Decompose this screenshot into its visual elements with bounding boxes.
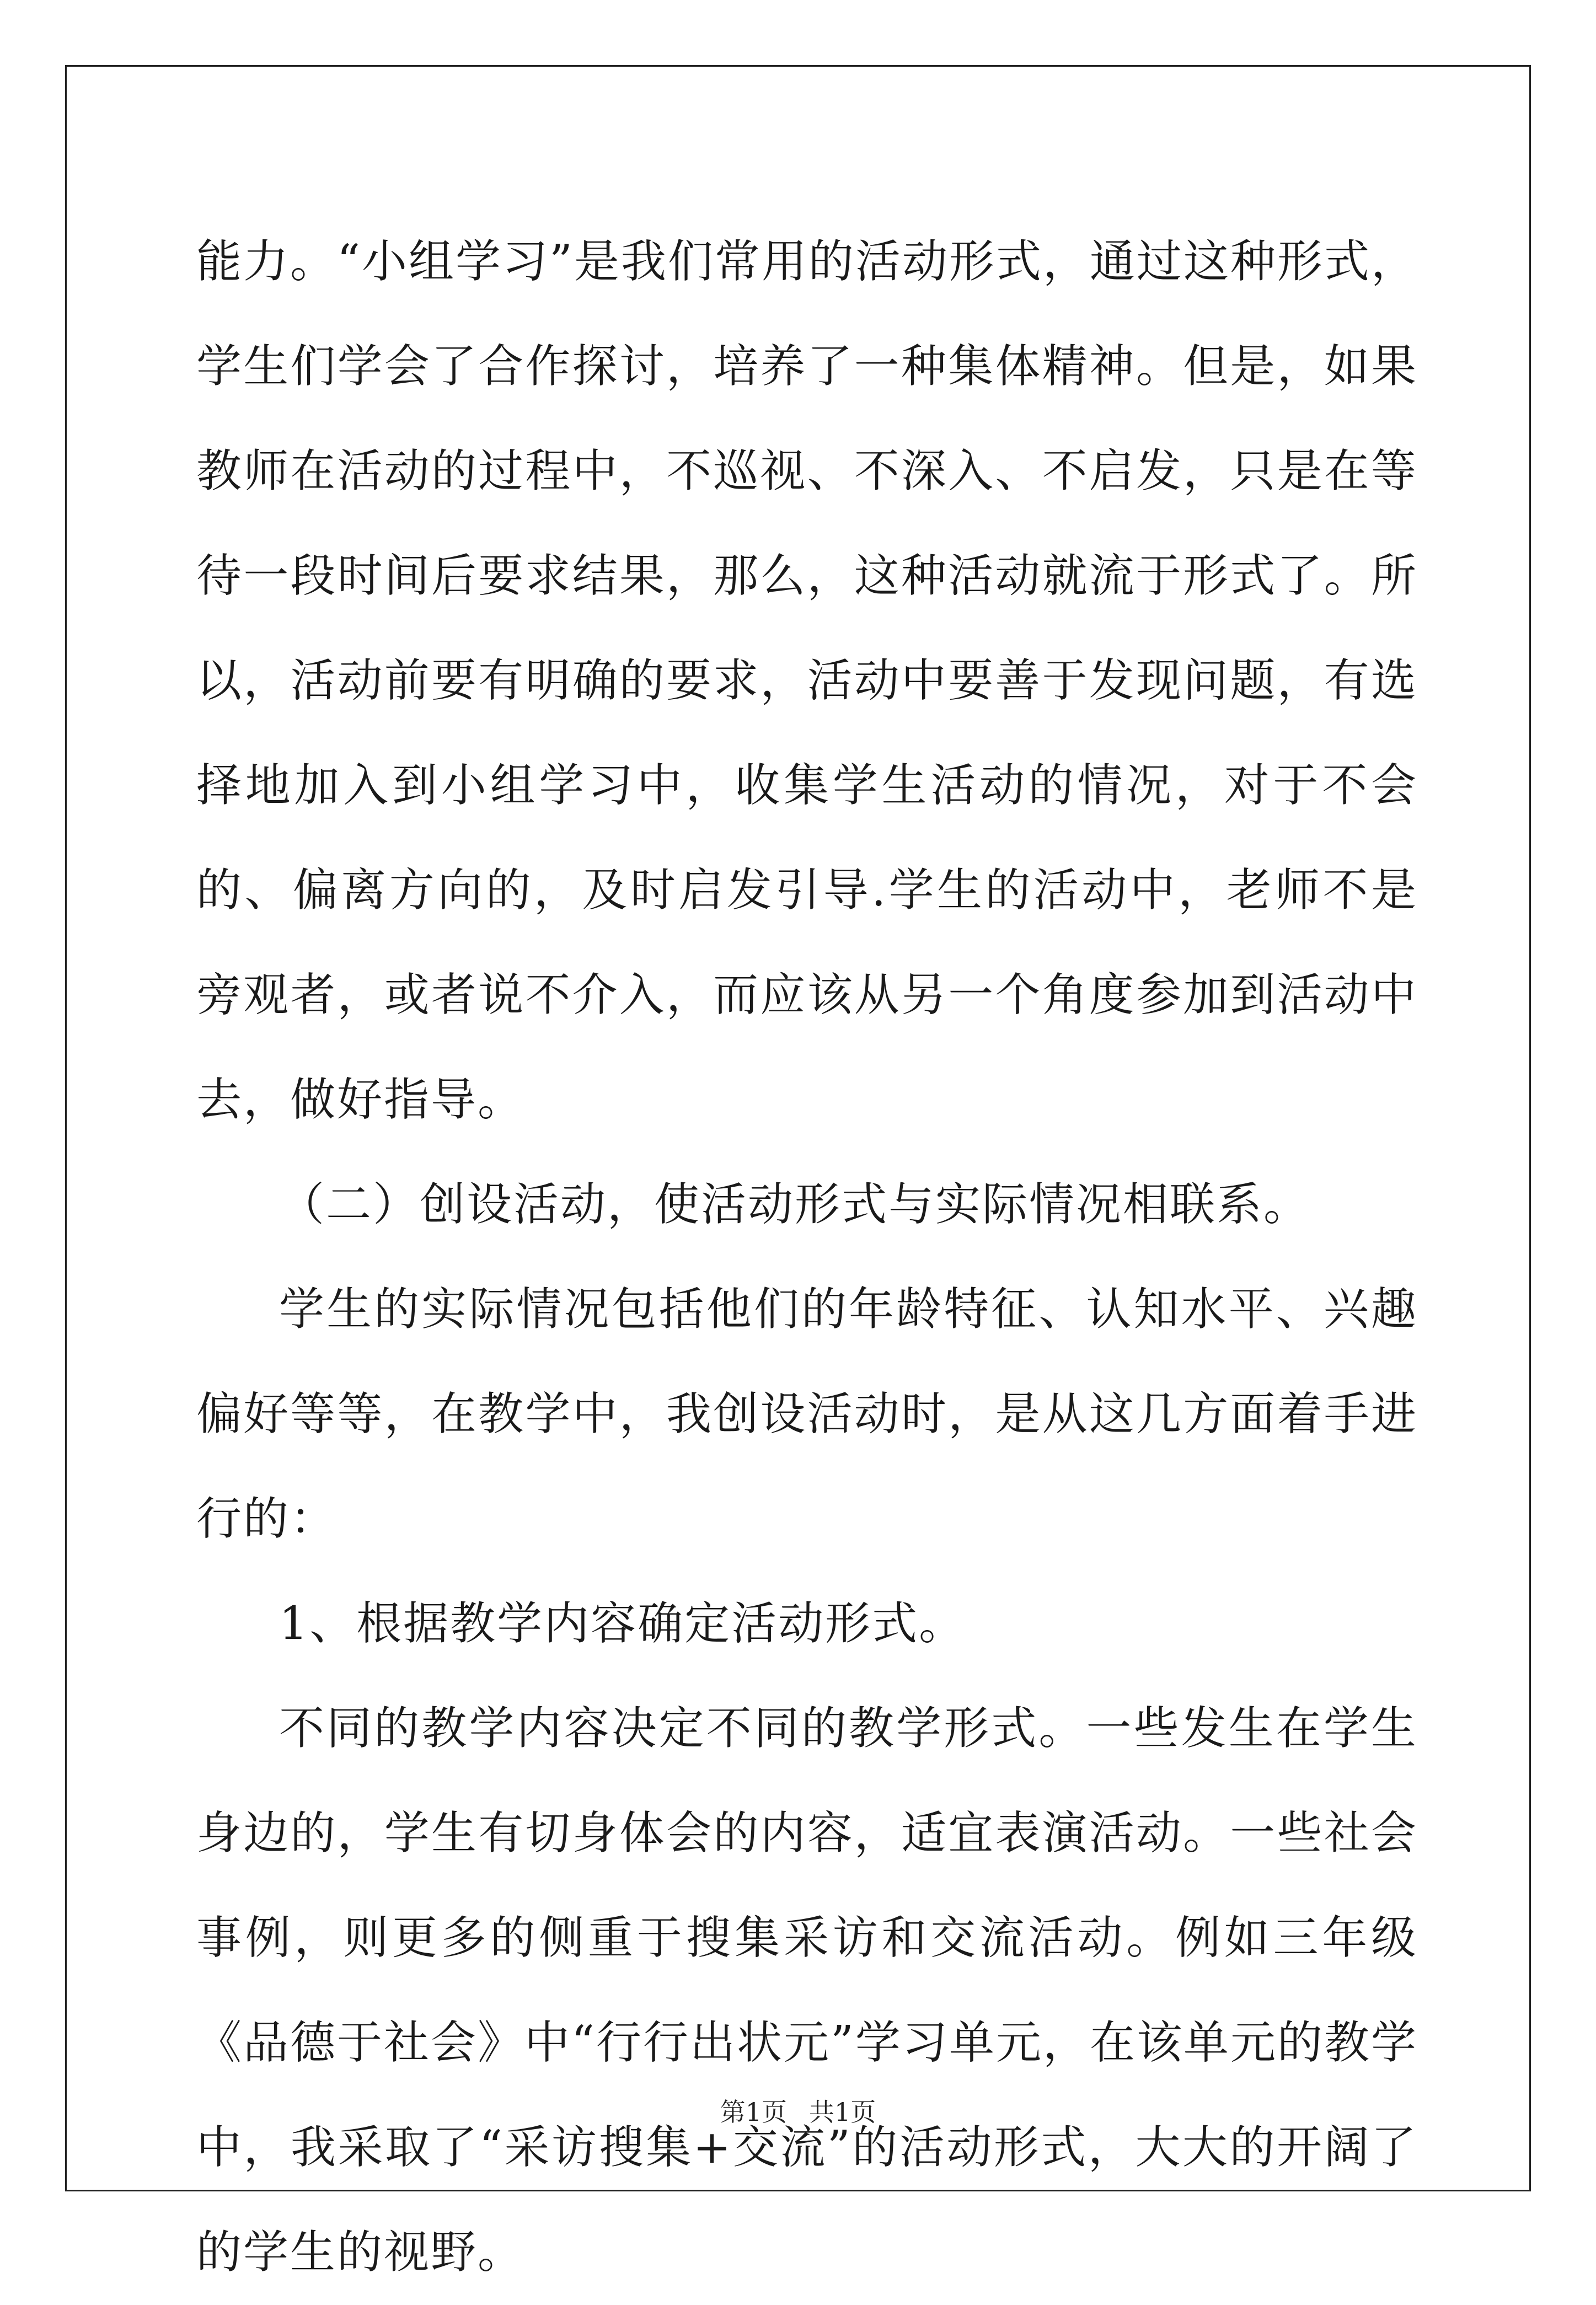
paragraph-5: 不同的教学内容决定不同的教学形式。一些发生在学生身边的，学生有切身体会的内容，适宜表演活动。一些社会事例，则更多的侧重于搜集采访和交流活动。例如三年级《品德于社会》中“行行出状元”学习单元，在该单元的教学中，我采取了“采访搜集+交流”的活动形式，大大的开阔了的学生的视野。 [196,1702,1418,2279]
page-footer [0,2095,1596,2129]
section-heading-2: （二）创设活动，使活动形式与实际情况相联系。 [279,1178,1311,1231]
page-total: 共1页 [809,2097,876,2127]
page-number: 第1页 [720,2097,787,2127]
paragraph-3: 学生的实际情况包括他们的年龄特征、认知水平、兴趣偏好等等，在教学中，我创设活动时，是从这几方面着手进行的： [196,1283,1418,1545]
paragraph-1: 能力。“小组学习”是我们常用的活动形式，通过这种形式，学生们学会了合作探讨，培养了一种集体精神。但是，如果教师在活动的过程中，不巡视、不深入、不启发，只是在等待一段时间后要求结果，那么，这种活动就流于形式了。所以，活动前要有明确的要求，活动中要善于发现问题，有选择地加入到小组学习中，收集学生活动的情况，对于不会的、偏离方向的，及时启发引导.学生的活动中，老师不是旁观者，或者说不介入，而应该从另一个角度参加到活动中去，做好指导。 [196,235,1418,1126]
subheading-1: 1、根据教学内容确定活动形式。 [279,1598,966,1650]
document-body [196,210,1418,2305]
